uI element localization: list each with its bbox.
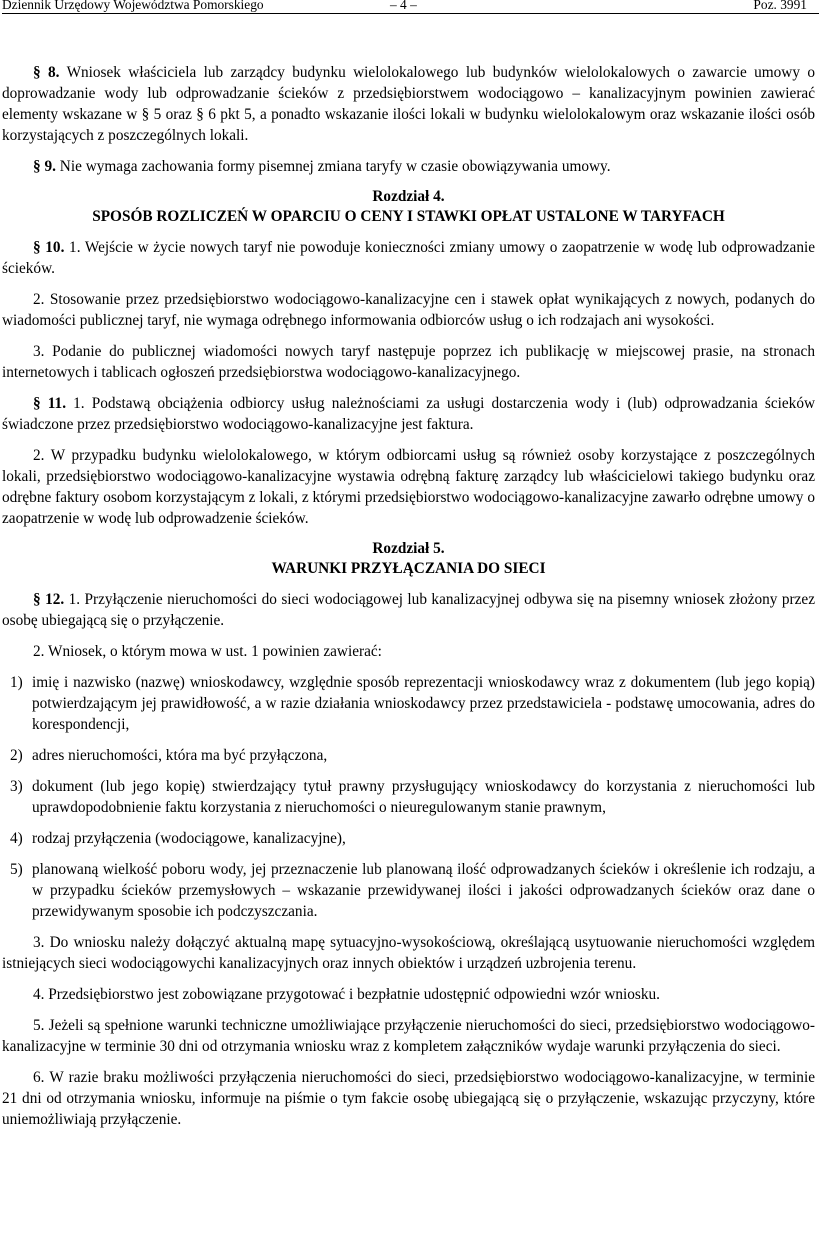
paragraph-text: 1. Przyłączenie nieruchomości do sieci wodociągowej lub kanalizacyjnej odbywa się na pisemny wniosek złożony przez osobę ubiegającą się o przyłączenie. (2, 591, 815, 629)
paragraph-text: Wniosek właściciela lub zarządcy budynku wielolokalowego lub budynków wielolokalowych o zawarcie umowy o doprowadzanie wody lub odprowadzanie ścieków z przedsiębiorstwem wodociągowo – kanalizacyjnym powinien zawierać elementy wskazane w § 5 oraz § 6 pkt 5, a ponadto wskazanie ilości lokali w budynku wielolokalowym oraz wskazanie ilości osób korzystających z poszczególnych lokali. (2, 64, 815, 144)
list-item-text: rodzaj przyłączenia (wodociągowe, kanalizacyjne), (32, 830, 346, 847)
paragraph-11-2: 2. W przypadku budynku wielolokalowego, w którym odbiorcami usług są również osoby korzystające z poszczególnych lokali, przedsiębiorstwo wodociągowo-kanalizacyjne wystawia odrębną fakturę zarządcy lub właścicielowi takiego budynku oraz odrębne faktury osobom korzystającym z lokali, z którymi przedsiębiorstwo wodociągowo-kanalizacyjne zawarło odrębne umowy o zaopatrzenie w wodę lub odprowadzenie ścieków. (2, 447, 815, 527)
chapter-title: WARUNKI PRZYŁĄCZANIA DO SIECI (271, 560, 546, 577)
section-number: § 11. (33, 395, 67, 412)
paragraph-12-5: 5. Jeżeli są spełnione warunki techniczne umożliwiające przyłączenie nieruchomości do sieci, przedsiębiorstwo wodociągowo-kanalizacyjne w terminie 30 dni od otrzymania wniosku wraz z kompletem załączników wydaje warunki przyłączenia do sieci. (2, 1017, 815, 1055)
position-number: Poz. 3991 (753, 0, 807, 12)
chapter-title: SPOSÓB ROZLICZEŃ W OPARCIU O CENY I STAWKI OPŁAT USTALONE W TARYFACH (92, 208, 725, 225)
document-body (2, 62, 815, 1140)
paragraph-11-1 (2, 393, 815, 435)
list-item-number: 2) (10, 747, 23, 764)
list-item-text: imię i nazwisko (nazwę) wnioskodawcy, względnie sposób reprezentacji wnioskodawcy wraz z dokumentem (lub jego kopią) potwierdzającym jej prawidłowość, a w razie działania wnioskodawcy przez przedstawiciela - podstawę umocowania, adres do korespondencji, (32, 674, 815, 733)
list-item (2, 859, 815, 922)
paragraph-12-4: 4. Przedsiębiorstwo jest zobowiązane przygotować i bezpłatnie udostępnić odpowiedni wzór wniosku. (33, 986, 661, 1003)
list-item-number: 3) (10, 778, 23, 795)
list-item (2, 828, 815, 849)
paragraph-12-1 (2, 589, 815, 631)
section-number: § 8. (33, 64, 60, 81)
page-number: – 4 – (390, 0, 417, 12)
paragraph-10-1 (2, 237, 815, 279)
paragraph-9 (2, 156, 815, 177)
list-item (2, 672, 815, 735)
list-item-number: 1) (10, 674, 23, 691)
chapter-label: Rozdział 4. (372, 188, 445, 205)
chapter-heading (2, 187, 815, 227)
section-number: § 9. (33, 158, 56, 175)
journal-title: Dziennik Urzędowy Województwa Pomorskiego (2, 0, 264, 12)
paragraph-10-3: 3. Podanie do publicznej wiadomości nowych taryf następuje poprzez ich publikację w miejscowej prasie, na stronach internetowych i tablicach ogłoszeń przedsiębiorstwa wodociągowo-kanalizacyjnego. (2, 343, 815, 381)
list-item-text: planowaną wielkość poboru wody, jej przeznaczenie lub planowaną ilość odprowadzanych ścieków i określenie ich rodzaju, a w przypadku ścieków przemysłowych – wskazanie przewidywanej ilości i jakości odprowadzanych ścieków oraz dane o przewidywanym sposobie ich podczyszczania. (32, 861, 815, 920)
list-item-text: adres nieruchomości, która ma być przyłączona, (32, 747, 328, 764)
paragraph-text: 1. Wejście w życie nowych taryf nie powoduje konieczności zmiany umowy o zaopatrzenie w wodę lub odprowadzanie ścieków. (2, 239, 816, 277)
list-item-number: 5) (10, 861, 23, 878)
list-item-text: dokument (lub jego kopię) stwierdzający tytuł prawny przysługujący wnioskodawcy do korzystania z nieruchomości lub uprawdopodobnienie faktu korzystania z nieruchomości o nieuregulowanym stanie prawnym, (32, 778, 815, 816)
list-item (2, 776, 815, 818)
paragraph-text: Nie wymaga zachowania formy pisemnej zmiana taryfy w czasie obowiązywania umowy. (55, 158, 611, 175)
paragraph-12-6: 6. W razie braku możliwości przyłączenia nieruchomości do sieci, przedsiębiorstwo wodociągowo-kanalizacyjne, w terminie 21 dni od otrzymania wniosku, informuje na piśmie o tym fakcie osobę ubiegającą się o przyłączenie, wskazując przyczyny, które uniemożliwiają przyłączenie. (2, 1069, 815, 1128)
section-number: § 12. (33, 591, 65, 608)
paragraph-12-3: 3. Do wniosku należy dołączyć aktualną mapę sytuacyjno-wysokościową, określającą usytuowanie nieruchomości względem istniejących sieci wodociągowychi kanalizacyjnych oraz innych obiektów i urządzeń uzbrojenia terenu. (2, 934, 815, 972)
chapter-label: Rozdział 5. (372, 540, 445, 557)
paragraph-text: 1. Podstawą obciążenia odbiorcy usług należnościami za usługi dostarczenia wody i (lub) odprowadzania ścieków świadczone przez przedsiębiorstwo wodociągowo-kanalizacyjne jest faktura. (2, 395, 816, 433)
paragraph-10-2: 2. Stosowanie przez przedsiębiorstwo wodociągowo-kanalizacyjne cen i stawek opłat wynikających z nowych, podanych do wiadomości publicznej taryf, nie wymaga odrębnego informowania odbiorców usług o ich rodzajach ani wysokości. (2, 291, 815, 329)
list-item (2, 745, 815, 766)
section-number: § 10. (33, 239, 65, 256)
paragraph-8 (2, 62, 815, 146)
page-header (2, 0, 819, 14)
paragraph-12-2: 2. Wniosek, o którym mowa w ust. 1 powinien zawierać: (33, 643, 382, 660)
chapter-heading (2, 539, 815, 579)
list-item-number: 4) (10, 830, 23, 847)
